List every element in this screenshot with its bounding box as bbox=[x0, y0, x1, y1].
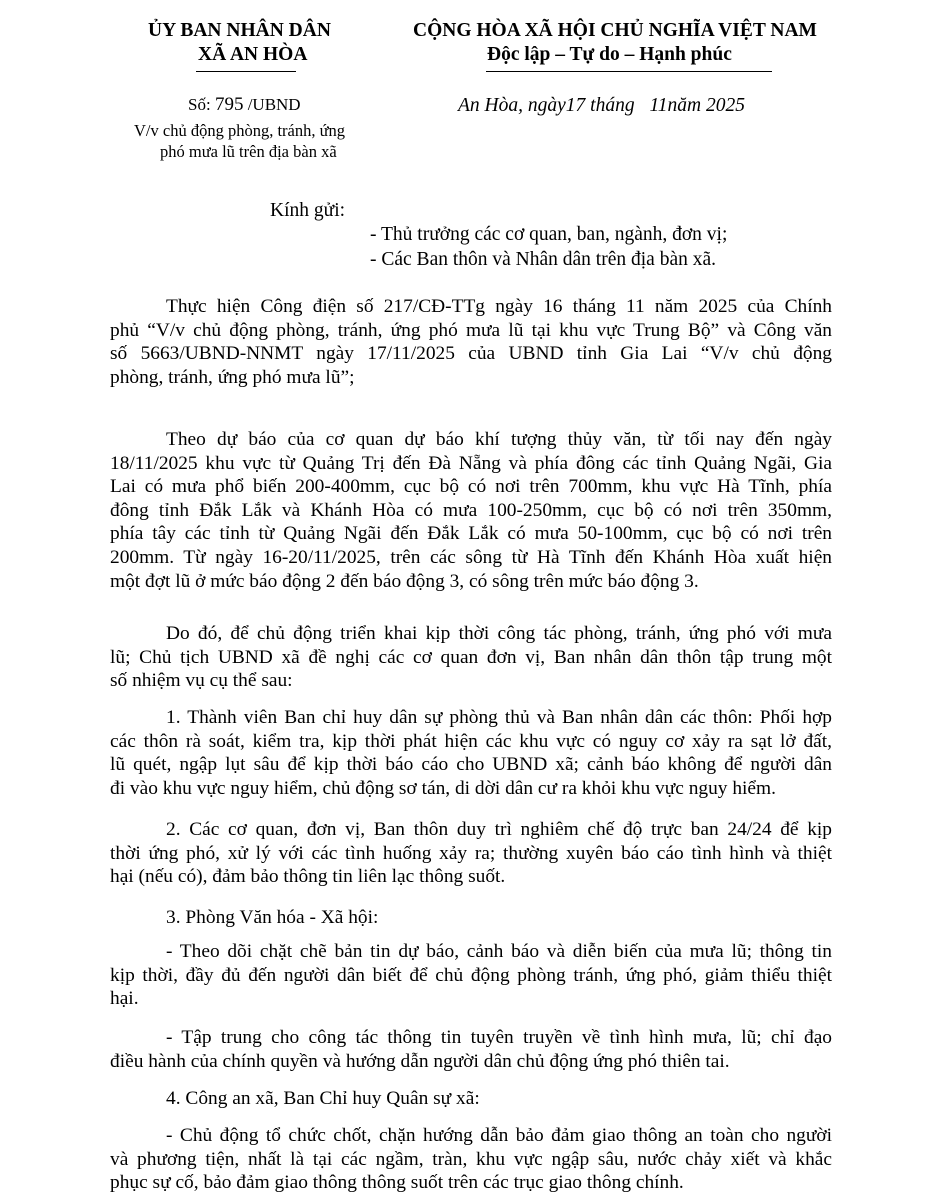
body-line: đi vào khu vực nguy hiểm, chủ động sơ tán, di dời dân cư ra khỏi khu vực nguy hiểm. bbox=[110, 777, 776, 799]
body-line: hại. bbox=[110, 988, 139, 1010]
body-line: Thực hiện Công điện số 217/CĐ-TTg ngày 16 tháng 11 năm 2025 của Chính bbox=[166, 296, 832, 317]
body-line: số nhiệm vụ cụ thể sau: bbox=[110, 670, 293, 692]
body-paragraph bbox=[110, 940, 832, 1011]
body-line: điều hành của chính quyền và hướng dẫn người dân chủ động ứng phó thiên tai. bbox=[110, 1050, 730, 1072]
body-line: 4. Công an xã, Ban Chỉ huy Quân sự xã: bbox=[166, 1088, 480, 1109]
number-suffix: /UBND bbox=[247, 95, 301, 114]
document-date bbox=[458, 94, 745, 118]
body-line: Theo dự báo của cơ quan dự báo khí tượng thủy văn, từ tối nay đến ngày bbox=[166, 429, 832, 450]
date-year: năm 2025 bbox=[667, 95, 745, 116]
body-paragraph bbox=[110, 706, 832, 800]
org-name-line1: ỦY BAN NHÂN DÂN bbox=[148, 20, 331, 41]
recipient-item-2: - Các Ban thôn và Nhân dân trên địa bàn xã. bbox=[370, 249, 717, 270]
body-line: - Tập trung cho công tác thông tin tuyên truyền về tình hình mưa, lũ; chỉ đạo bbox=[166, 1027, 832, 1048]
body-paragraph bbox=[110, 906, 832, 930]
nation-motto: Độc lập – Tự do – Hạnh phúc bbox=[487, 44, 732, 65]
body-paragraph bbox=[110, 622, 832, 693]
body-line: 3. Phòng Văn hóa - Xã hội: bbox=[166, 907, 379, 928]
body-line: Lai có mưa phổ biến 200-400mm, cục bộ có nơi trên 700mm, khu vực Hà Tĩnh, phía bbox=[110, 476, 832, 498]
body-line: 18/11/2025 khu vực từ Quảng Trị đến Đà Nẵng và phía đông các tỉnh Quảng Ngãi, Gia bbox=[110, 452, 832, 474]
document-number bbox=[188, 94, 301, 116]
body-line: đông tỉnh Đắk Lắk và Khánh Hòa có mưa 100-250mm, cục bộ có nơi trên 350mm, bbox=[110, 499, 832, 521]
date-month: 11 bbox=[649, 95, 668, 116]
body-paragraph bbox=[110, 818, 832, 889]
recipients-label: Kính gửi: bbox=[270, 200, 346, 221]
body-line: 1. Thành viên Ban chỉ huy dân sự phòng thủ và Ban nhân dân các thôn: Phối hợp bbox=[166, 707, 832, 728]
body-line: thời ứng phó, xử lý với các tình huống xảy ra; thường xuyên báo cáo tình hình và thiệt bbox=[110, 842, 832, 864]
body-line: số 5663/UBND-NNMT ngày 17/11/2025 của UBND tỉnh Gia Lai “V/v chủ động bbox=[110, 343, 832, 365]
number-label: Số: bbox=[188, 95, 211, 114]
org-name-line2: XÃ AN HÒA bbox=[198, 44, 308, 65]
body-line: kịp thời, đầy đủ đến người dân biết để chủ động phòng tránh, ứng phó, giảm thiểu thiệt bbox=[110, 964, 832, 986]
body-line: - Theo dõi chặt chẽ bản tin dự báo, cảnh báo và diễn biến của mưa lũ; thông tin bbox=[166, 941, 832, 962]
body-line: lũ quét, ngập lụt sâu để kịp thời báo cáo cho UBND xã; cảnh báo không để người dân bbox=[110, 754, 832, 776]
body-line: và phương tiện, nhất là tại các ngầm, tràn, khu vực ngập sâu, nước chảy xiết và khắc bbox=[110, 1148, 832, 1170]
date-prefix: An Hòa, ngày bbox=[458, 95, 566, 116]
body-paragraph bbox=[110, 1026, 832, 1073]
body-line: các thôn rà soát, kiểm tra, kịp thời phát hiện các khu vực có nguy cơ xảy ra sạt lở đất, bbox=[110, 730, 832, 752]
body-line: 200mm. Từ ngày 16-20/11/2025, trên các sông từ Hà Tĩnh đến Khánh Hòa xuất hiện bbox=[110, 546, 832, 568]
body-line: 2. Các cơ quan, đơn vị, Ban thôn duy trì nghiêm chế độ trực ban 24/24 để kịp bbox=[166, 819, 832, 840]
body-paragraph bbox=[110, 1087, 832, 1111]
body-line: phía tây các tỉnh từ Quảng Ngãi đến Đắk Lắk có mưa 50-100mm, cục bộ có nơi trên bbox=[110, 523, 832, 545]
recipient-item-1: - Thủ trưởng các cơ quan, ban, ngành, đơn vị; bbox=[370, 224, 728, 245]
number-value: 795 bbox=[214, 94, 244, 115]
body-line: lũ; Chủ tịch UBND xã đề nghị các cơ quan đơn vị, Ban nhân dân thôn tập trung một bbox=[110, 646, 832, 668]
body-line: phủ “V/v chủ động phòng, tránh, ứng phó mưa lũ tại khu vực Trung Bộ” và Công văn bbox=[110, 319, 832, 341]
subject-line1: V/v chủ động phòng, tránh, ứng bbox=[134, 121, 346, 140]
org-underline bbox=[196, 71, 296, 72]
body-paragraph bbox=[110, 428, 832, 593]
body-paragraph bbox=[110, 1124, 832, 1195]
date-month-label: tháng bbox=[590, 95, 635, 116]
body-line: một đợt lũ ở mức báo động 2 đến báo động 3, có sông trên mức báo động 3. bbox=[110, 570, 699, 592]
motto-underline bbox=[486, 71, 772, 72]
body-line: phục sự cố, bảo đảm giao thông thông suốt trên các trục giao thông chính. bbox=[110, 1172, 684, 1194]
body-line: phòng, tránh, ứng phó mưa lũ”; bbox=[110, 366, 355, 388]
body-line: hại (nếu có), đảm bảo thông tin liên lạc thông suốt. bbox=[110, 866, 506, 888]
body-line: Do đó, để chủ động triển khai kịp thời công tác phòng, tránh, ứng phó với mưa bbox=[166, 623, 832, 644]
body-paragraph bbox=[110, 295, 832, 389]
date-day: 17 bbox=[565, 95, 586, 116]
subject-line2: phó mưa lũ trên địa bàn xã bbox=[160, 142, 337, 161]
body-line: - Chủ động tổ chức chốt, chặn hướng dẫn bảo đảm giao thông an toàn cho người bbox=[166, 1125, 832, 1146]
nation-title: CỘNG HÒA XÃ HỘI CHỦ NGHĨA VIỆT NAM bbox=[413, 20, 817, 41]
